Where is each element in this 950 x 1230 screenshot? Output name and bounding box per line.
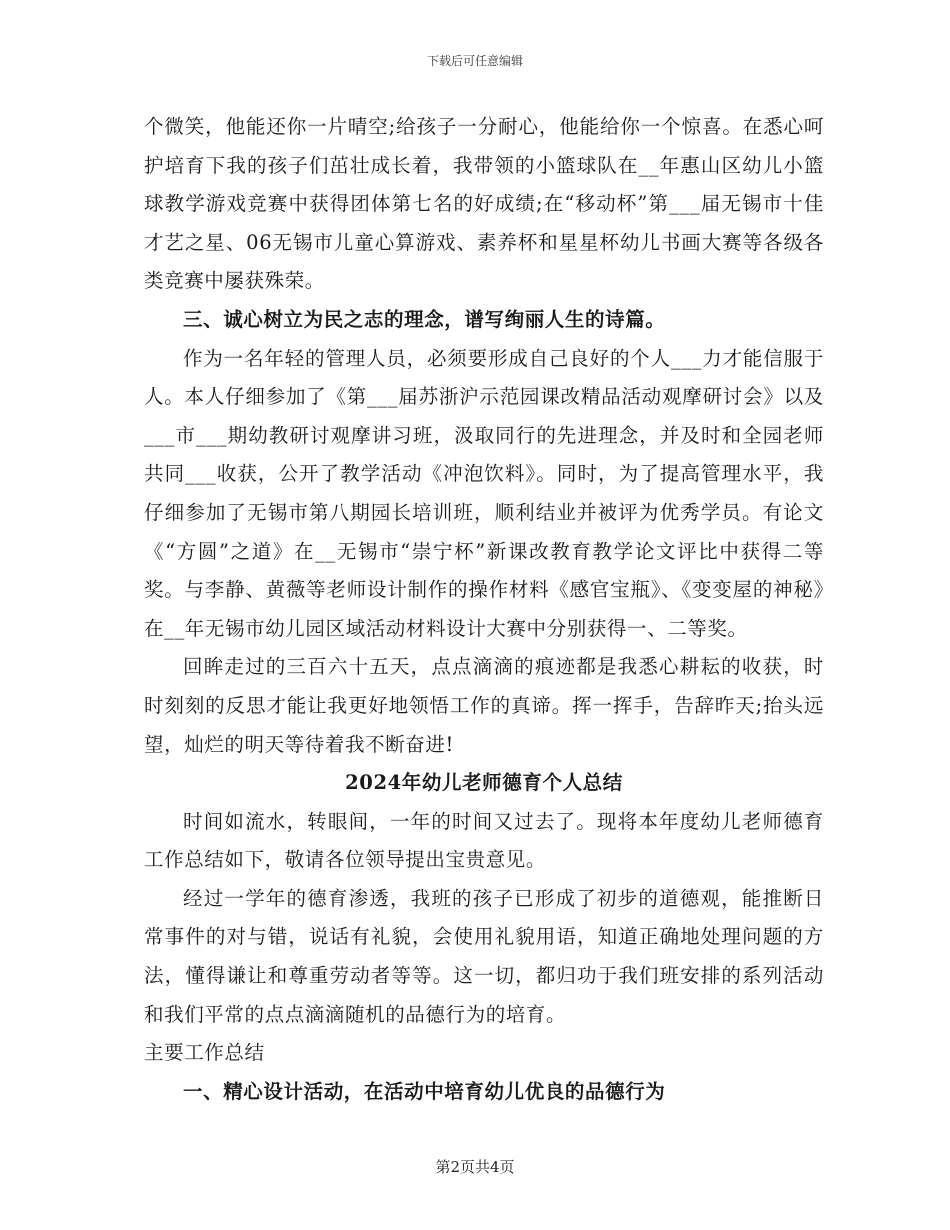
paragraph-reflection: 回眸走过的三百六十五天，点点滴滴的痕迹都是我悉心耕耘的收获，时时刻刻的反思才能让我更好地领悟工作的真谛。挥一挥手，告辞昨天;抬头远望，灿烂的明天等待着我不断奋进! [144,655,824,756]
document-body [144,108,824,1111]
section-heading-three: 三、诚心树立为民之志的理念，谱写绚丽人生的诗篇。 [183,307,666,331]
paragraph-intro: 时间如流水，转眼间，一年的时间又过去了。现将本年度幼儿老师德育工作总结如下，敬请各位领导提出宝贵意见。 [144,809,824,872]
paragraph-awards: 个微笑，他能还你一片晴空;给孩子一分耐心，他能给你一个惊喜。在悉心呵护培育下我的孩子们茁壮成长着，我带领的小篮球队在__年惠山区幼儿小篮球教学游戏竞赛中获得团体第七名的好成绩;在“移动杯”第___届无锡市十佳才艺之星、06无锡市儿童心算游戏、素养杯和星星杯幼儿书画大赛等各级各类竞赛中屡获殊荣。 [144,115,824,293]
paragraph-moral-education: 经过一学年的德育渗透，我班的孩子已形成了初步的道德观，能推断日常事件的对与错，说话有礼貌，会使用礼貌用语，知道正确地处理问题的方法，懂得谦让和尊重劳动者等等。这一切，都归功于我们班安排的系列活动和我们平常的点点滴滴随机的品德行为的培育。 [144,886,824,1026]
page-number: 第2页共4页 [435,1158,515,1176]
section-heading-one: 一、精心设计活动，在活动中培育幼儿优良的品德行为 [183,1079,666,1103]
document-title: 2024年幼儿老师德育个人总结 [345,771,623,795]
page-header-note: 下载后可任意编辑 [426,54,523,68]
paragraph-main-work: 主要工作总结 [144,1041,265,1065]
paragraph-management: 作为一名年轻的管理人员，必须要形成自己良好的个人___力才能信服于人。本人仔细参加了《第___届苏浙沪示范园课改精品活动观摩研讨会》以及___市___期幼教研讨观摩讲习班，汲取同行的先进理念，并及时和全园老师共同___收获，公开了教学活动《冲泡饮料》。同时，为了提高管理水平，我仔细参加了无锡市第八期园长培训班，顺利结业并被评为优秀学员。有论文《“方圆”之道》在__无锡市“崇宁杯”新课改教育教学论文评比中获得二等奖。与李静、黄薇等老师设计制作的操作材料《感官宝瓶》、《变变屋的神秘》在__年无锡市幼儿园区域活动材料设计大赛中分别获得一、二等奖。 [144,346,824,640]
